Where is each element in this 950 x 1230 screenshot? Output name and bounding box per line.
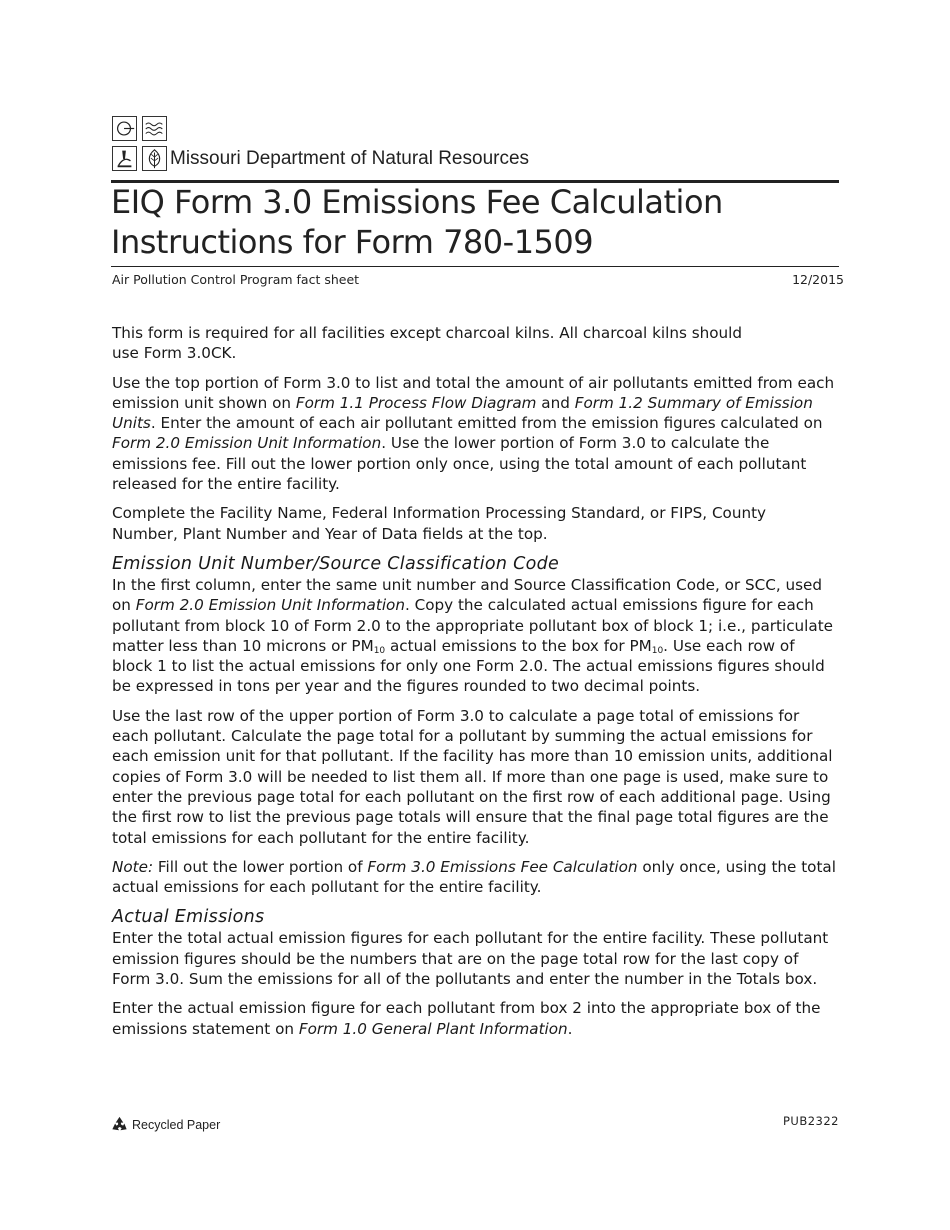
subscript: 10 — [373, 645, 386, 656]
text-run: In the first column, enter the same unit number and Source Classification Code, or SCC, used on — [112, 575, 823, 615]
fact-sheet-label: Air Pollution Control Program fact sheet — [112, 272, 360, 287]
title-line-1: EIQ Form 3.0 Emissions Fee Calculation — [111, 183, 723, 221]
text-run: actual emissions to the box for PM — [385, 636, 652, 655]
text-run: only once, using the total actual emissions for each pollutant for the entire facility. — [112, 857, 836, 897]
text-run: . Use the lower portion of Form 3.0 to calculate the emissions fee. Fill out the lower portion only once, using the total amount of each pollutant released for the entire facility. — [112, 434, 807, 494]
recycled-paper-note — [110, 1115, 220, 1134]
page-title — [111, 182, 723, 262]
form-reference: Form 1.0 General Plant Information — [298, 1019, 568, 1038]
title-line-2: Instructions for Form 780-1509 — [111, 223, 594, 261]
text-run: Enter the actual emission figure for each pollutant from box 2 into the appropriate box of the emissions statement on — [112, 999, 821, 1038]
text-run: . Use each row of block 1 to list the actual emissions for only one Form 2.0. The actual emissions figures should be expressed in tons per year and the figures rounded to two decimal points. — [112, 636, 825, 696]
text-run: . — [567, 1019, 573, 1038]
paragraph-first-column — [112, 575, 836, 697]
text-run: Fill out the lower portion of — [153, 857, 368, 876]
form-reference: Form 3.0 Emissions Fee Calculation — [367, 857, 638, 876]
form-reference: Form 2.0 Emission Unit Information — [135, 596, 405, 615]
sun-icon — [112, 116, 137, 141]
agency-name: Missouri Department of Natural Resources — [170, 148, 530, 169]
header-divider-bottom — [111, 266, 839, 267]
paragraph-fields: Complete the Facility Name, Federal Information Processing Standard, or FIPS, County Number, Plant Number and Year of Data fields at the top. — [112, 504, 767, 543]
form-reference: Form 2.0 Emission Unit Information — [112, 434, 382, 453]
note-label: Note: — [112, 857, 154, 876]
recycle-icon — [110, 1115, 129, 1134]
section-heading-emission-unit: Emission Unit Number/Source Classification Code — [112, 553, 560, 574]
agency-logo — [112, 116, 168, 172]
paragraph-note — [112, 857, 836, 898]
water-icon — [142, 116, 167, 141]
form-reference: Form 1.1 Process Flow Diagram — [295, 393, 537, 412]
subscript: 10 — [651, 645, 664, 656]
paragraph-emissions-statement — [112, 998, 836, 1039]
paragraph-intro: This form is required for all facilities except charcoal kilns. All charcoal kilns should use Form 3.0CK. — [112, 324, 743, 363]
text-run: and — [536, 393, 575, 412]
paragraph-total-actual: Enter the total actual emission figures for each pollutant for the entire facility. These pollutant emission figures should be the numbers that are on the page total row for the last copy of Form 3.0. Sum the emissions for all of the pollutants and enter the number in the Totals box. — [112, 929, 829, 989]
paragraph-top-portion — [112, 373, 836, 495]
form-reference: Form 1.2 Summary of Emission Units — [112, 393, 813, 433]
document-body — [112, 323, 836, 1048]
recycled-paper-label: Recycled Paper — [132, 1117, 221, 1132]
publication-number: PUB2322 — [782, 1114, 839, 1128]
paragraph-page-total: Use the last row of the upper portion of Form 3.0 to calculate a page total of emissions for each pollutant. Calculate the page total for a pollutant by summing the actual emissions for each emission unit for that pollutant. If the facility has more than 10 emission units, additional copies of Form 3.0 will be needed to list them all. If more than one page is used, make sure to enter the previous page total for each pollutant on the first row of each additional page. Using the first row to list the previous page totals will ensure that the final page total figures are the total emissions for each pollutant for the entire facility. — [112, 706, 833, 847]
leaf-icon — [142, 146, 167, 171]
section-heading-actual-emissions: Actual Emissions — [112, 907, 265, 928]
text-run: Use the top portion of Form 3.0 to list and total the amount of air pollutants emitted from each emission unit shown on — [112, 373, 835, 412]
microscope-icon — [112, 146, 137, 171]
publication-date: 12/2015 — [792, 272, 844, 287]
text-run: . Copy the calculated actual emissions figure for each pollutant from block 10 of Form 2.0 to the appropriate pollutant box of block 1; i.e., particulate matter less than 10 microns or PM — [112, 596, 833, 655]
text-run: . Enter the amount of each air pollutant emitted from the emission figures calculated on — [150, 414, 823, 433]
